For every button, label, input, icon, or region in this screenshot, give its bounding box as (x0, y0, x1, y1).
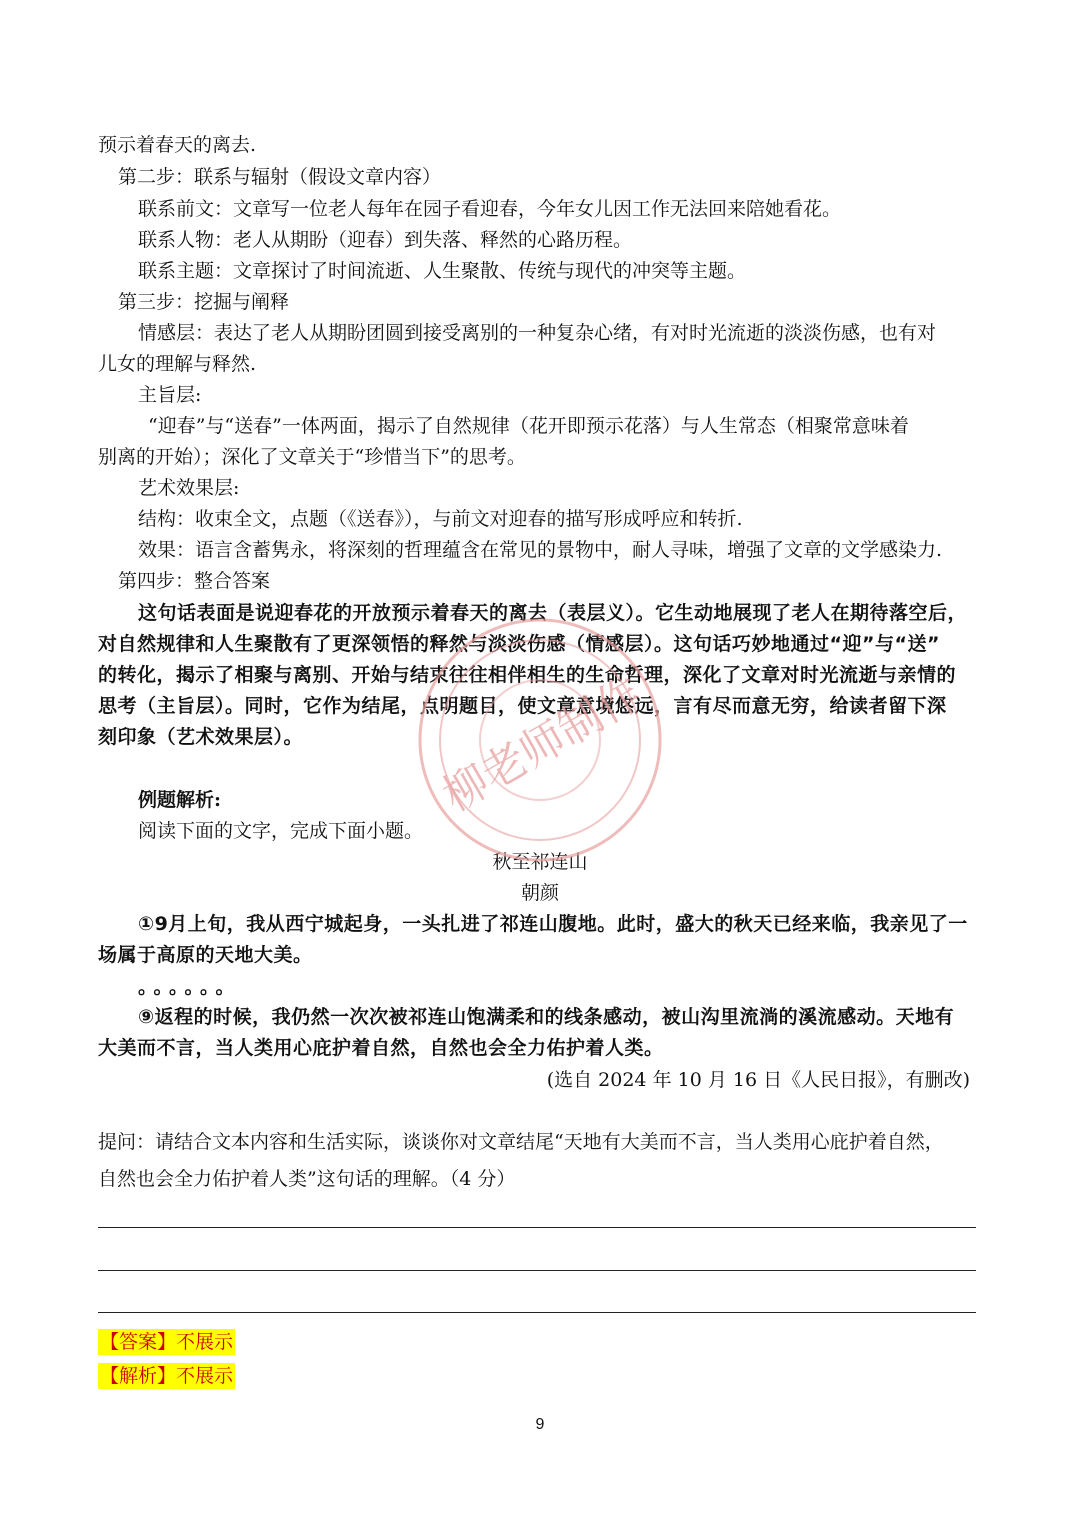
page-number: 9 (535, 1416, 545, 1433)
passage-line: ⑨返程的时候，我仍然一次次被祁连山饱满柔和的线条感动，被山沟里流淌的溪流感动。天地有 (138, 1006, 955, 1028)
passage-author: 朝颜 (520, 882, 559, 904)
text-line: 联系人物：老人从期盼（迎春）到失落、释然的心路历程。 (138, 229, 633, 251)
question-text: 自然也会全力佑护着人类”这句话的理解。（4 分） (98, 1168, 516, 1190)
answer-paragraph-line: 刻印象（艺术效果层）。 (98, 726, 304, 748)
step-heading: 第三步：挖掘与阐释 (118, 291, 290, 313)
ellipsis-dots: 。。。。。。 (138, 976, 241, 998)
passage-line: 大美而不言，当人类用心庇护着自然，自然也会全力佑护着人类。 (98, 1037, 664, 1059)
text-line: 预示着春天的离去. (98, 134, 257, 156)
text-line: 情感层：表达了老人从期盼团圆到接受离别的一种复杂心绪，有对时光流逝的淡淡伤感，也有对 (138, 322, 937, 344)
instruction-text: 阅读下面的文字，完成下面小题。 (138, 820, 424, 842)
text-line: 别离的开始）；深化了文章关于“珍惜当下”的思考。 (98, 446, 526, 468)
text-line: 主旨层: (138, 384, 202, 406)
text-line: 效果：语言含蓄隽永，将深刻的哲理蕴含在常见的景物中，耐人寻味，增强了文章的文学感染力. (138, 539, 943, 561)
source-citation: (选自 2024 年 10 月 16 日《人民日报》，有删改) (546, 1069, 970, 1091)
answer-paragraph-line: 思考（主旨层）。同时，它作为结尾，点明题目，使文章意境悠远，言有尽而意无穷，给读者留下深 (98, 695, 947, 717)
step-heading: 第四步：整合答案 (118, 570, 271, 592)
answer-paragraph-line: 对自然规律和人生聚散有了更深领悟的释然与淡淡伤感（情感层）。这句话巧妙地通过“迎”与“送” (98, 633, 940, 655)
section-heading: 例题解析: (138, 789, 222, 811)
question-text: 提问：请结合文本内容和生活实际，谈谈你对文章结尾“天地有大美而不言，当人类用心庇护着自然， (98, 1131, 944, 1153)
analysis-tag-row (98, 1361, 982, 1391)
analysis-tag: 【解析】不展示 (100, 1365, 234, 1387)
answer-blank-line[interactable] (98, 1227, 976, 1228)
answer-tag-row (98, 1327, 982, 1357)
text-line: 结构：收束全文，点题（《送春》），与前文对迎春的描写形成呼应和转折. (138, 508, 743, 530)
answer-paragraph-line: 这句话表面是说迎春花的开放预示着春天的离去（表层义）。它生动地展现了老人在期待落空后， (138, 602, 968, 624)
text-line: 艺术效果层: (138, 477, 240, 499)
answer-blank-line[interactable] (98, 1270, 976, 1271)
passage-line: 场属于高原的天地大美。 (98, 944, 313, 966)
text-line: 联系前文：文章写一位老人每年在园子看迎春，今年女儿因工作无法回来陪她看花。 (138, 198, 842, 220)
text-line: 儿女的理解与释然. (98, 353, 257, 375)
text-line: 联系主题：文章探讨了时间流逝、人生聚散、传统与现代的冲突等主题。 (138, 260, 747, 282)
text-line: “迎春”与“送春”一体两面，揭示了自然规律（花开即预示花落）与人生常态（相聚常意味着 (148, 415, 909, 437)
answer-paragraph-line: 的转化，揭示了相聚与离别、开始与结束往往相伴相生的生命哲理，深化了文章对时光流逝与亲情的 (98, 664, 957, 686)
passage-title: 秋至祁连山 (492, 851, 588, 873)
step-heading: 第二步：联系与辐射（假设文章内容） (118, 166, 442, 188)
answer-blank-line[interactable] (98, 1312, 976, 1313)
answer-tag: 【答案】不展示 (100, 1331, 234, 1353)
watermark-text: 柳老师制作 (434, 667, 651, 822)
passage-line: ①9月上旬，我从西宁城起身，一头扎进了祁连山腹地。此时，盛大的秋天已经来临，我亲见了一 (138, 913, 968, 935)
